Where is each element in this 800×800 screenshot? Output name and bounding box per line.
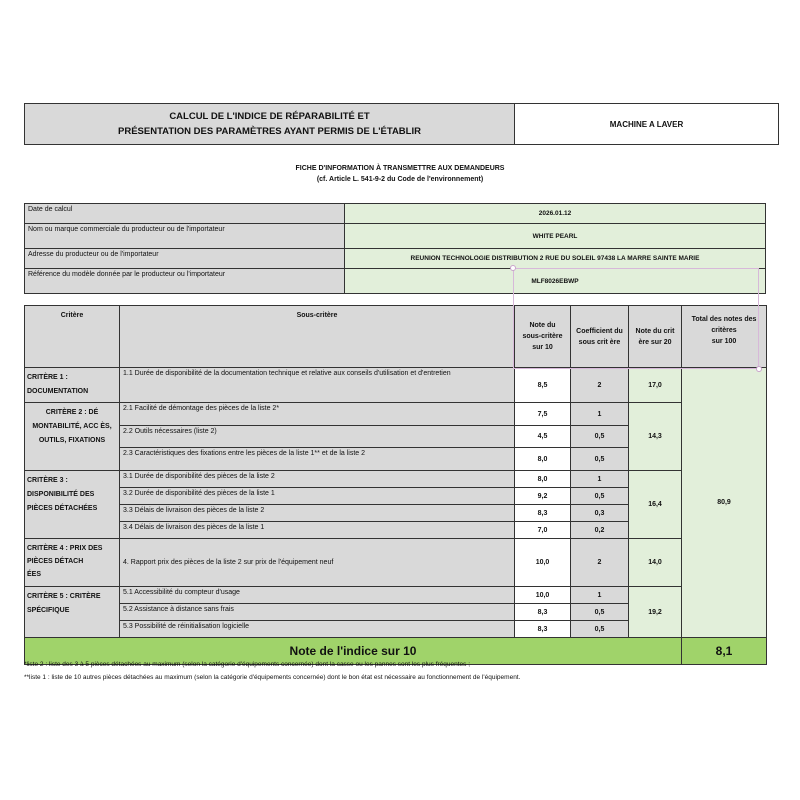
header-title-line1: CALCUL DE L'INDICE DE RÉPARABILITÉ ET (169, 111, 370, 122)
subcriterion-coef: 1 (571, 587, 629, 604)
subcriterion-note[interactable]: 8,3 (515, 621, 571, 638)
subcriterion-note[interactable]: 10,0 (515, 587, 571, 604)
subcriterion-note[interactable]: 8,3 (515, 505, 571, 522)
subcriterion-note[interactable]: 9,2 (515, 488, 571, 505)
subcriterion-label: 5.3 Possibilité de réinitialisation logicielle (120, 621, 515, 638)
info-value[interactable]: MLF8026EBWP (345, 269, 766, 294)
footnote-liste-2: *liste 2 : liste des 3 à 5 pièces détachées au maximum (selon la catégorie d'équipements concernée) dont la casse ou les pannes sont les plus fréquentes ; (24, 661, 471, 668)
total-score: 80,9 (682, 368, 767, 638)
criterion-3-name (25, 471, 120, 539)
subcriterion-coef: 0,5 (571, 621, 629, 638)
info-value[interactable]: WHITE PEARL (345, 224, 766, 249)
final-score-label: Note de l'indice sur 10 (25, 638, 682, 665)
selection-handle-top-left[interactable] (510, 265, 516, 271)
header-text: sous crit ère (578, 338, 621, 346)
criterion-text: ÉES (27, 571, 42, 578)
subcriterion-coef: 0,5 (571, 488, 629, 505)
subcriterion-label: 3.2 Durée de disponibilité des pièces de la liste 1 (120, 488, 515, 505)
table-row (25, 403, 767, 426)
subtitle (0, 163, 800, 185)
product-type: MACHINE A LAVER (609, 119, 684, 129)
criterion-score: 17,0 (629, 368, 682, 403)
criterion-text: CRITÈRE 5 : CRITÈRE (27, 593, 101, 600)
subcriterion-coef: 0,2 (571, 522, 629, 539)
criterion-text: PIÈCES DÉTACH (27, 558, 84, 565)
subcriterion-label: 2.2 Outils nécessaires (liste 2) (120, 426, 515, 448)
subtitle-line2: (cf. Article L. 541-9-2 du Code de l'environnement) (316, 176, 484, 183)
final-score-value: 8,1 (682, 638, 767, 665)
criterion-5-name (25, 587, 120, 638)
subcriterion-coef: 2 (571, 368, 629, 403)
subcriterion-coef: 2 (571, 539, 629, 587)
subcriterion-label: 5.2 Assistance à distance sans frais (120, 604, 515, 621)
criterion-4-name (25, 539, 120, 587)
subcriterion-note[interactable]: 8,5 (515, 368, 571, 403)
subcriterion-coef: 1 (571, 471, 629, 488)
subcriterion-coef: 1 (571, 403, 629, 426)
col-header-critere: Critère (25, 306, 120, 368)
subcriterion-coef: 0,3 (571, 505, 629, 522)
header-text: ère sur 20 (638, 338, 672, 346)
subcriterion-label: 4. Rapport prix des pièces de la liste 2 sur prix de l'équipement neuf (120, 539, 515, 587)
subtitle-line1: FICHE D'INFORMATION À TRANSMETTRE AUX DEMANDEURS (295, 165, 505, 172)
criterion-score: 19,2 (629, 587, 682, 638)
info-label: Nom ou marque commerciale du producteur ou de l'importateur (25, 224, 345, 249)
subcriterion-label: 3.4 Délais de livraison des pièces de la liste 1 (120, 522, 515, 539)
criterion-text: MONTABILITÉ, ACC ÈS, (32, 423, 112, 430)
info-label: Date de calcul (25, 204, 345, 224)
info-label: Adresse du producteur ou de l'importateur (25, 249, 345, 269)
info-row-brand (25, 224, 766, 249)
selection-rectangle[interactable] (513, 268, 759, 369)
info-row-date (25, 204, 766, 224)
criterion-text: CRITÈRE 3 : (27, 477, 68, 484)
subcriterion-label: 5.1 Accessibilité du compteur d'usage (120, 587, 515, 604)
table-row (25, 539, 767, 587)
header-text: Note du (529, 322, 556, 329)
header-text: Note du crit (635, 327, 675, 335)
criterion-text: DOCUMENTATION (27, 388, 89, 395)
subcriterion-note[interactable]: 4,5 (515, 426, 571, 448)
header-text: critères (711, 327, 737, 334)
subcriterion-label: 1.1 Durée de disponibilité de la documentation technique et relative aux conseils d'utilisation et d'entretien (120, 368, 515, 403)
subcriterion-note[interactable]: 7,5 (515, 403, 571, 426)
header-title-line2: PRÉSENTATION DES PARAMÈTRES AYANT PERMIS DE L'ÉTABLIR (118, 126, 421, 137)
subcriterion-coef: 0,5 (571, 426, 629, 448)
table-row (25, 471, 767, 488)
info-row-address (25, 249, 766, 269)
criterion-text: DISPONIBILITÉ DES (27, 491, 95, 498)
subcriterion-coef: 0,5 (571, 448, 629, 471)
subcriterion-label: 2.3 Caractéristiques des fixations entre les pièces de la liste 1** et de la liste 2 (120, 448, 515, 471)
footnote-liste-1: **liste 1 : liste de 10 autres pièces détachées au maximum (selon la catégorie d'équipements concernée) dont le bon état est nécessaire au fonctionnement de l'équipement. (24, 674, 521, 681)
selection-handle-bottom-right[interactable] (756, 366, 762, 372)
subcriterion-note[interactable]: 8,0 (515, 471, 571, 488)
table-row (25, 587, 767, 604)
criterion-1-name (25, 368, 120, 403)
criterion-2-name (25, 403, 120, 471)
subcriterion-label: 3.1 Durée de disponibilité des pièces de la liste 2 (120, 471, 515, 488)
criterion-score: 14,3 (629, 403, 682, 471)
info-value[interactable]: 2026.01.12 (345, 204, 766, 224)
header-text: Total des notes des (691, 316, 757, 323)
header-text: Coefficient du (576, 327, 623, 335)
subcriterion-label: 2.1 Facilité de démontage des pièces de la liste 2* (120, 403, 515, 426)
criterion-text: SPÉCIFIQUE (27, 607, 70, 614)
info-value[interactable]: REUNION TECHNOLOGIE DISTRIBUTION 2 RUE DU SOLEIL 97438 LA MARRE SAINTE MARIE (345, 249, 766, 269)
criterion-text: PIÈCES DÉTACHÉES (27, 505, 98, 512)
subcriterion-note[interactable]: 8,3 (515, 604, 571, 621)
header-title (25, 104, 515, 144)
header-text: sur 10 (532, 344, 553, 351)
subcriterion-note[interactable]: 7,0 (515, 522, 571, 539)
header-text: sous-critère (522, 333, 563, 340)
criterion-text: CRITÈRE 4 : PRIX DES (27, 545, 103, 552)
criterion-text: CRITÈRE 2 : DÉ (45, 409, 99, 416)
subcriterion-label: 3.3 Délais de livraison des pièces de la liste 2 (120, 505, 515, 522)
info-label: Référence du modèle donnée par le producteur ou l'importateur (25, 269, 345, 294)
subcriterion-note[interactable]: 10,0 (515, 539, 571, 587)
subcriterion-coef: 0,5 (571, 604, 629, 621)
criterion-score: 16,4 (629, 471, 682, 539)
criterion-text: CRITÈRE 1 : (27, 374, 68, 381)
header-box (24, 103, 779, 145)
table-row (25, 368, 767, 403)
subcriterion-note[interactable]: 8,0 (515, 448, 571, 471)
col-header-sous-critere: Sous-critère (120, 306, 515, 368)
criterion-text: OUTILS, FIXATIONS (38, 437, 106, 444)
criterion-score: 14,0 (629, 539, 682, 587)
header-text: sur 100 (711, 338, 737, 345)
